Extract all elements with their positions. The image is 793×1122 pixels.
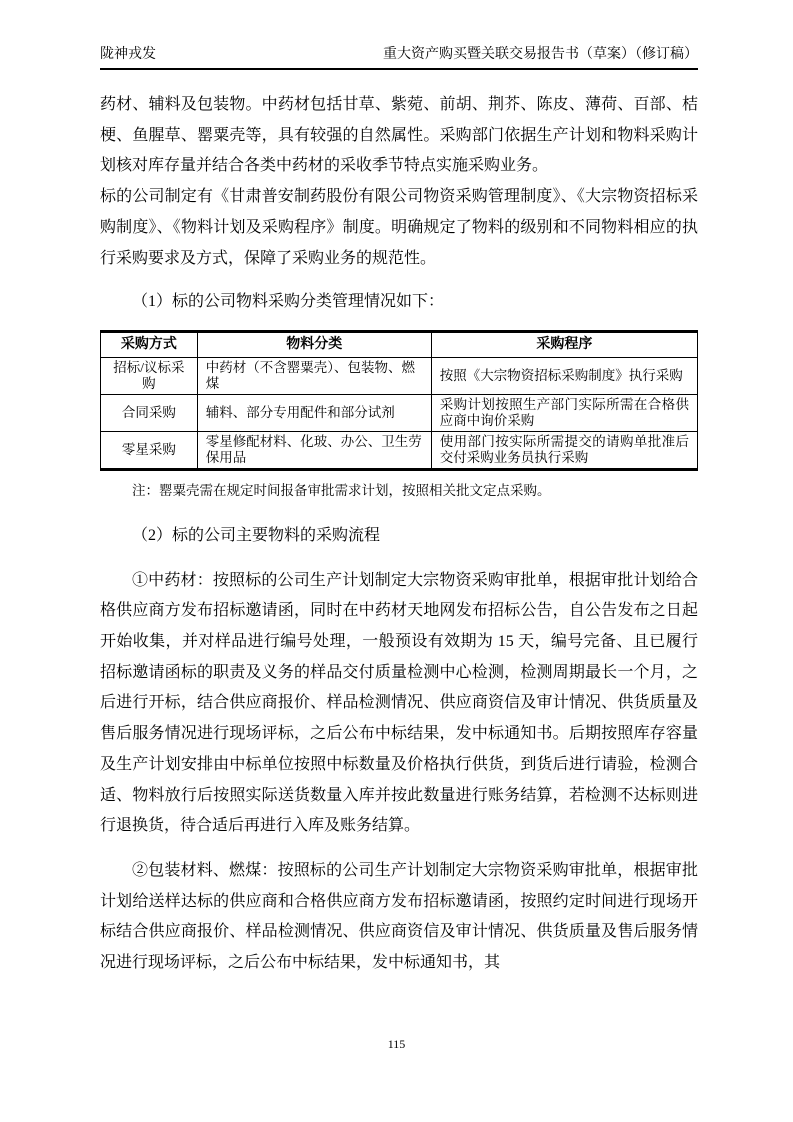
paragraph-packaging-fuel-process: ②包装材料、燃煤：按照标的公司生产计划制定大宗物资采购审批单，根据审批计划给送样达标的供应商和合格供应商方发布招标邀请函，按照约定时间进行现场开标结合供应商报价、样品检测情况、供应商资信及审计情况、供货质量及售后服务情况进行现场评标，之后公布中标结果，发中标通知书，其 bbox=[100, 861, 698, 972]
cell-procedure: 使用部门按实际所需提交的请购单批准后交付采购业务员执行采购 bbox=[431, 431, 697, 469]
page-number: 115 bbox=[387, 1037, 406, 1051]
heading-classification: （1）标的公司物料采购分类管理情况如下： bbox=[132, 293, 445, 311]
paragraph-herbs-process: ①中药材：按照标的公司生产计划制定大宗物资采购审批单，根据审批计划给合格供应商方发布招标邀请函，同时在中药材天地网发布招标公告，自公告发布之日起开始收集，并对样品进行编号处理，一般预设有效期为 15 天，编号完备、且已履行招标邀请函标的职责及义务的样品交付质量检测中心检测，检测周期最长一个月，之后进行开标，结合供应商报价、样品检测情况、供应商资信及审计情况、供货质量及售后服务情况进行现场评标，之后公布中标结果，发中标通知书。后期按照库存容量及生产计划安排由中标单位按照中标数量及价格执行供货，到货后进行请验，检测合适、物料放行后按照实际送货数量入库并按此数量进行账务结算，若检测不达标则进行退换货，待合适后再进行入库及账务结算。 bbox=[100, 571, 698, 835]
heading-procurement-process: （2）标的公司主要物料的采购流程 bbox=[132, 526, 381, 544]
cell-category: 中药材（不含罂粟壳）、包装物、燃煤 bbox=[197, 357, 431, 394]
body-text bbox=[100, 90, 698, 979]
cell-procedure: 采购计划按照生产部门实际所需在合格供应商中询价采购 bbox=[431, 394, 697, 431]
paragraph-procurement-systems: 标的公司制定有《甘肃普安制药股份有限公司物资采购管理制度》、《大宗物资招标采购制度》、《物料计划及采购程序》制度。明确规定了物料的级别和不同物料相应的执行采购要求及方式，保障了采购业务的规范性。 bbox=[100, 188, 698, 267]
procurement-classification-table bbox=[100, 330, 698, 471]
table-footnote: 注：罂粟壳需在规定时间报备审批需求计划，按照相关批文定点采购。 bbox=[132, 482, 551, 498]
running-header bbox=[100, 0, 698, 70]
table-header-row bbox=[101, 331, 698, 357]
header-report-title: 重大资产购买暨关联交易报告书（草案）（修订稿） bbox=[383, 47, 698, 62]
table-row bbox=[101, 394, 698, 431]
column-header-procedure: 采购程序 bbox=[431, 331, 697, 357]
cell-method: 招标/议标采购 bbox=[101, 357, 198, 394]
cell-category: 辅料、部分专用配件和部分试剂 bbox=[197, 394, 431, 431]
cell-method: 合同采购 bbox=[101, 394, 198, 431]
cell-method: 零星采购 bbox=[101, 431, 198, 469]
paragraph-raw-materials: 药材、辅料及包装物。中药材包括甘草、紫菀、前胡、荆芥、陈皮、薄荷、百部、桔梗、鱼腥草、罂粟壳等，具有较强的自然属性。采购部门依据生产计划和物料采购计划核对库存量并结合各类中药材的采收季节特点实施采购业务。 bbox=[100, 96, 698, 175]
cell-category: 零星修配材料、化玻、办公、卫生劳保用品 bbox=[197, 431, 431, 469]
column-header-method: 采购方式 bbox=[101, 331, 198, 357]
cell-procedure: 按照《大宗物资招标采购制度》执行采购 bbox=[431, 357, 697, 394]
column-header-category: 物料分类 bbox=[197, 331, 431, 357]
table-row bbox=[101, 357, 698, 394]
content-column bbox=[100, 0, 698, 979]
header-company-name: 陇神戎发 bbox=[100, 47, 156, 62]
table-row bbox=[101, 431, 698, 469]
